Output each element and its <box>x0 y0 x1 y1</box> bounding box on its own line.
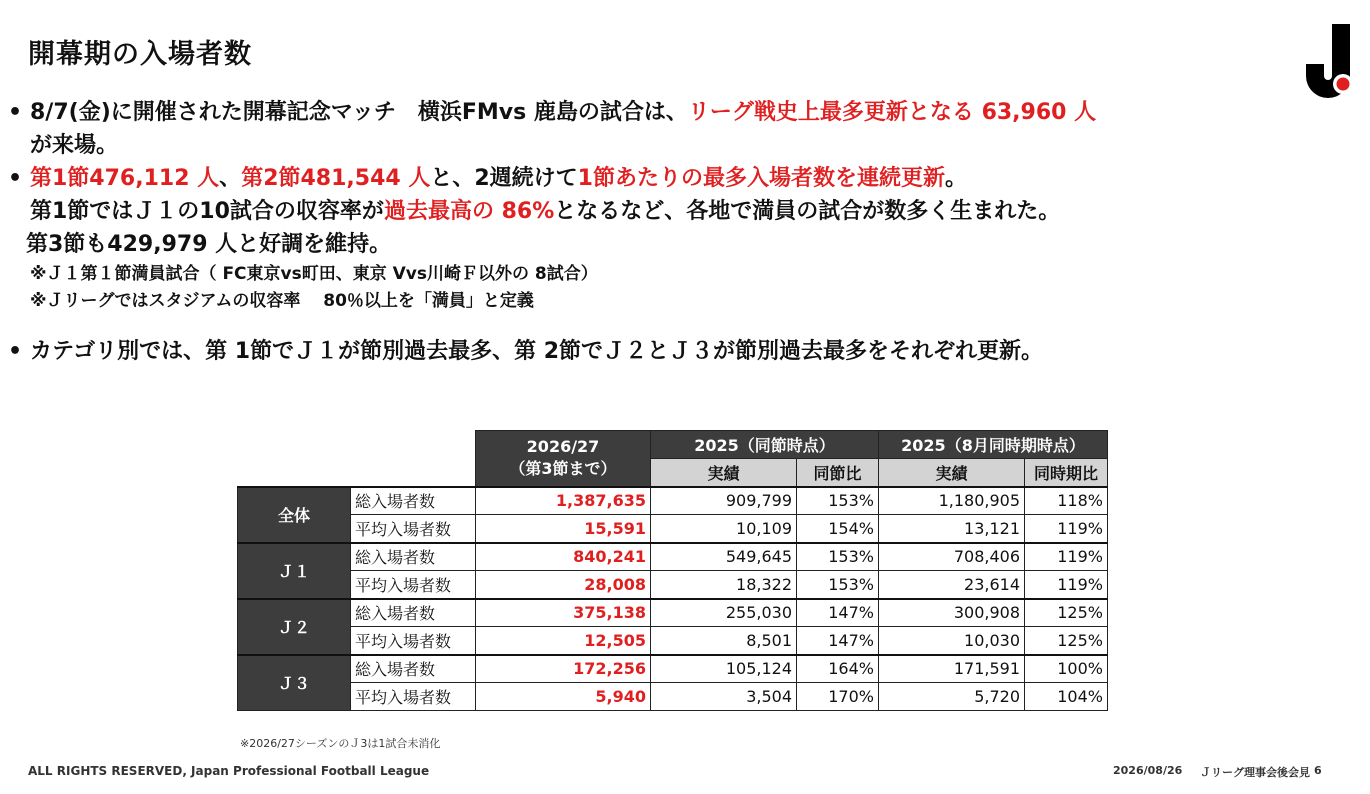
bullet-continuation <box>8 195 1358 228</box>
row-label: 平均入場者数 <box>351 627 476 655</box>
current-value: 15,591 <box>476 515 651 543</box>
period-ratio: 125% <box>1025 599 1108 627</box>
period-ratio: 119% <box>1025 571 1108 599</box>
period-value: 23,614 <box>879 571 1025 599</box>
bullet-item-opening-match <box>8 96 1358 129</box>
bullet-dot: • <box>8 100 23 125</box>
table-footnote: ※2026/27シーズンのＪ3は1試合未消化 <box>240 737 441 750</box>
current-value: 1,387,635 <box>476 487 651 515</box>
row-label: 平均入場者数 <box>351 571 476 599</box>
period-value: 708,406 <box>879 543 1025 571</box>
bullet-text: 第1節ではＪ１の10試合の収容率が <box>30 199 384 224</box>
current-value: 375,138 <box>476 599 651 627</box>
prev-ratio: 164% <box>797 655 879 683</box>
prev-value: 18,322 <box>651 571 797 599</box>
current-value: 12,505 <box>476 627 651 655</box>
row-label: 総入場者数 <box>351 543 476 571</box>
bullet-item-matchday-records <box>8 162 1358 195</box>
table-row <box>238 487 1108 515</box>
period-ratio: 104% <box>1025 683 1108 711</box>
table-row <box>238 543 1108 571</box>
bullet-text: 、 <box>219 166 242 191</box>
table-row <box>238 683 1108 711</box>
row-label: 総入場者数 <box>351 655 476 683</box>
period-ratio: 100% <box>1025 655 1108 683</box>
current-value: 172,256 <box>476 655 651 683</box>
prev-value: 105,124 <box>651 655 797 683</box>
current-value: 5,940 <box>476 683 651 711</box>
current-value: 28,008 <box>476 571 651 599</box>
period-ratio: 118% <box>1025 487 1108 515</box>
attendance-table <box>237 430 1108 711</box>
category-cell: Ｊ１ <box>238 543 351 599</box>
highlight-text: 第2節481,544 人 <box>241 166 431 191</box>
highlight-text: 1節あたりの最多入場者数を連続更新 <box>577 166 945 191</box>
header-current-season: 2026/27 （第3節まで） <box>476 431 651 487</box>
subheader-actual: 実績 <box>879 459 1025 487</box>
highlight-text: 過去最高の 86% <box>383 199 555 224</box>
bullet-text: カテゴリ別では、第 1節でＪ１が節別過去最多、第 2節でＪ２とＪ３が節別過去最多をそれぞれ更新。 <box>30 339 1044 364</box>
row-label: 平均入場者数 <box>351 515 476 543</box>
footer-date: 2026/08/26 <box>1113 764 1183 777</box>
prev-ratio: 147% <box>797 599 879 627</box>
header-prev-same-matchday: 2025（同節時点） <box>651 431 879 459</box>
prev-value: 549,645 <box>651 543 797 571</box>
table-row <box>238 515 1108 543</box>
period-value: 171,591 <box>879 655 1025 683</box>
period-value: 13,121 <box>879 515 1025 543</box>
prev-ratio: 154% <box>797 515 879 543</box>
period-ratio: 125% <box>1025 627 1108 655</box>
row-label: 総入場者数 <box>351 599 476 627</box>
note-sellout-definition: ※Ｊリーグではスタジアムの収容率 80％以上を「満員」と定義 <box>30 291 534 311</box>
bullet-continuation: が来場。 <box>30 133 119 158</box>
period-value: 300,908 <box>879 599 1025 627</box>
prev-ratio: 153% <box>797 487 879 515</box>
current-value: 840,241 <box>476 543 651 571</box>
table-row <box>238 627 1108 655</box>
bullet-dot: • <box>8 166 23 191</box>
row-label: 総入場者数 <box>351 487 476 515</box>
prev-value: 8,501 <box>651 627 797 655</box>
category-cell: Ｊ３ <box>238 655 351 711</box>
prev-value: 909,799 <box>651 487 797 515</box>
prev-value: 3,504 <box>651 683 797 711</box>
bullet-text: となるなど、各地で満員の試合が数多く生まれた。 <box>554 199 1061 224</box>
period-value: 1,180,905 <box>879 487 1025 515</box>
prev-ratio: 153% <box>797 543 879 571</box>
bullet-text: 8/7(金)に開催された開幕記念マッチ 横浜FMvs 鹿島の試合は、 <box>30 100 688 125</box>
prev-value: 10,109 <box>651 515 797 543</box>
prev-value: 255,030 <box>651 599 797 627</box>
bullet-list <box>8 96 1358 368</box>
row-label: 平均入場者数 <box>351 683 476 711</box>
note-sellout-games: ※Ｊ１第１節満員試合（ FC東京vs町田、東京 Vvs川崎Ｆ以外の 8試合） <box>30 264 598 284</box>
bullet-text: と、2週続けて <box>430 166 578 191</box>
prev-ratio: 147% <box>797 627 879 655</box>
category-cell: Ｊ２ <box>238 599 351 655</box>
page-number: 6 <box>1314 764 1322 777</box>
page-title: 開幕期の入場者数 <box>28 39 252 70</box>
header-prev-same-period: 2025（8月同時期時点） <box>879 431 1108 459</box>
subheader-actual: 実績 <box>651 459 797 487</box>
period-value: 10,030 <box>879 627 1025 655</box>
table-row <box>238 571 1108 599</box>
category-cell: 全体 <box>238 487 351 543</box>
table-row <box>238 599 1108 627</box>
period-value: 5,720 <box>879 683 1025 711</box>
subheader-period-ratio: 同時期比 <box>1025 459 1108 487</box>
prev-ratio: 170% <box>797 683 879 711</box>
copyright-text: ALL RIGHTS RESERVED, Japan Professional Football League <box>28 764 430 778</box>
footer-event: Ｊリーグ理事会後会見 <box>1200 766 1310 779</box>
period-ratio: 119% <box>1025 515 1108 543</box>
prev-ratio: 153% <box>797 571 879 599</box>
period-ratio: 119% <box>1025 543 1108 571</box>
table-row <box>238 655 1108 683</box>
j-league-logo <box>1298 24 1364 100</box>
highlight-text: 第1節476,112 人 <box>30 166 220 191</box>
bullet-continuation: 第3節も429,979 人と好調を維持。 <box>26 232 392 257</box>
bullet-dot: • <box>8 339 23 364</box>
bullet-item-category <box>8 335 1358 368</box>
subheader-matchday-ratio: 同節比 <box>797 459 879 487</box>
highlight-text: リーグ戦史上最多更新となる 63,960 人 <box>687 100 1097 125</box>
bullet-text: 。 <box>944 166 967 191</box>
